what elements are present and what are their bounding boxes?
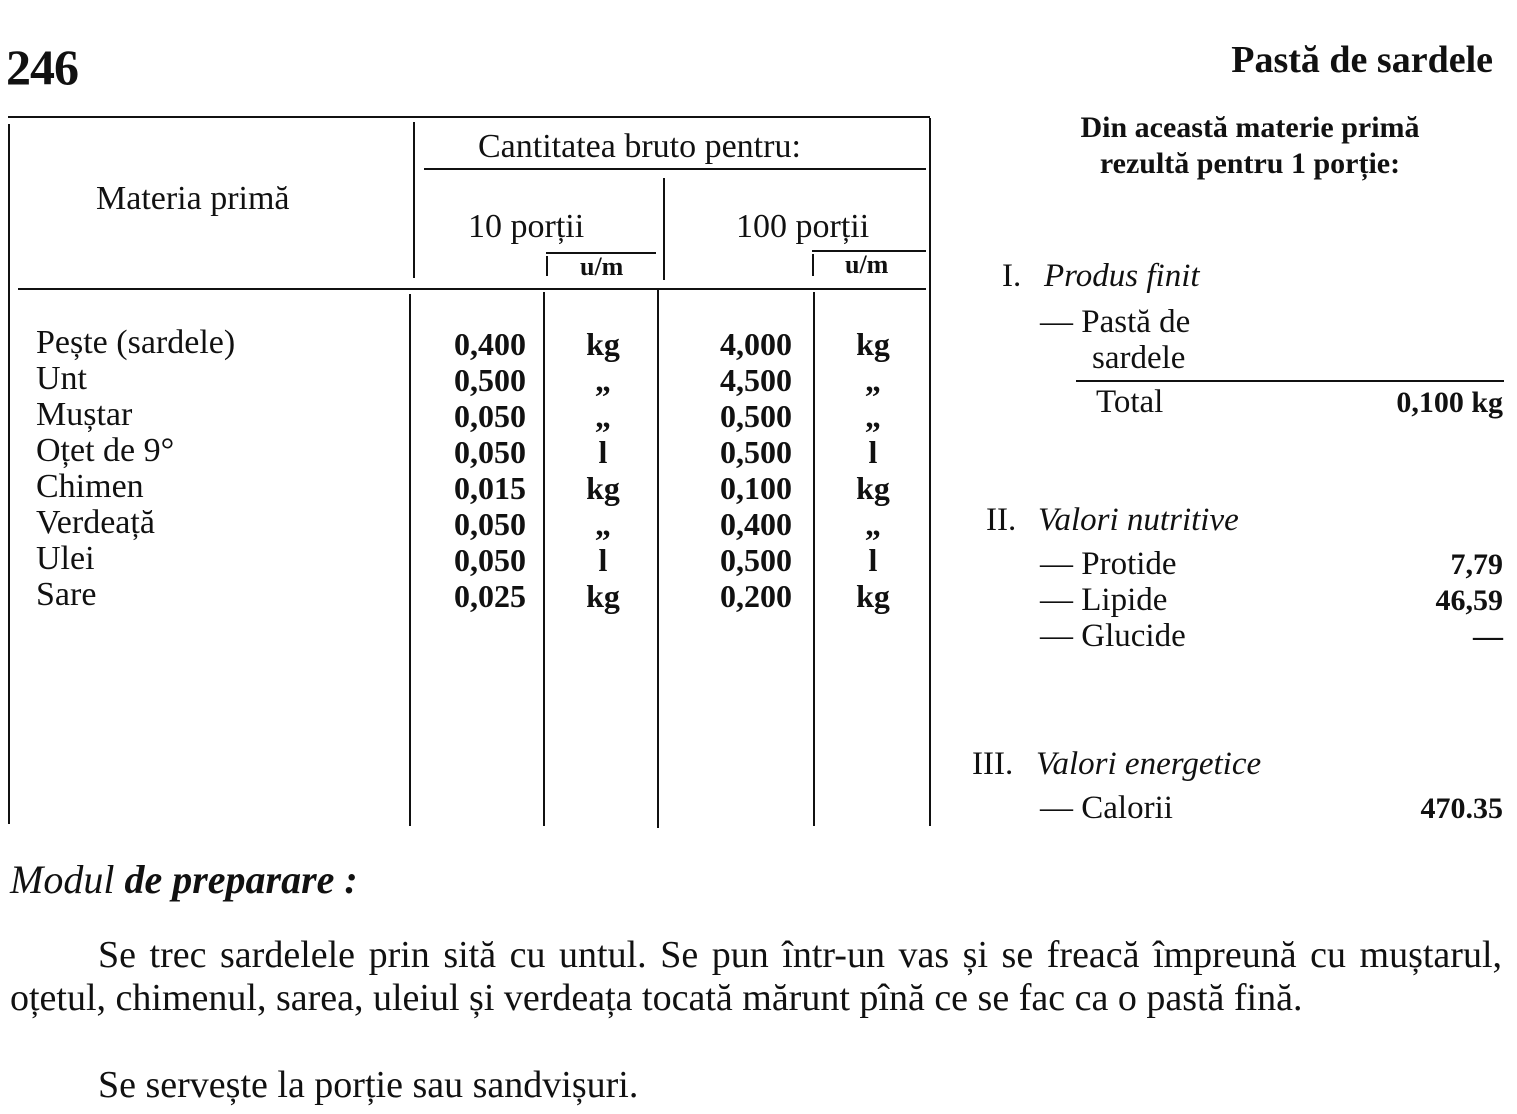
ingredient-name: Sare [36, 576, 97, 613]
col-divider-unit-100 [813, 292, 815, 826]
quantity-100: 4,500 [720, 362, 792, 398]
preparation-paragraph-1: Se trec sardelele prin sită cu untul. Se pun într-un vas și se freacă împreună cu muștarul, oțetul, chimenul, sarea, uleiul și verdeața tocată mărunt pînă ce se fac ca o pastă fină. [10, 934, 1502, 1019]
nutrient-value: — [1473, 620, 1503, 653]
preparation-paragraph-2: Se servește la porție sau sandvișuri. [98, 1064, 639, 1106]
quantity-10: 0,025 [454, 578, 526, 614]
ingredient-name: Unt [36, 360, 87, 397]
ingredient-name: Verdeață [36, 504, 155, 541]
unit-100: l [868, 542, 878, 578]
unit-100: „ [865, 362, 881, 398]
unit-tick-10 [546, 256, 548, 276]
nutrient-label: — Glucide [1040, 618, 1186, 654]
quantity-10: 0,400 [454, 326, 526, 362]
quantity-100: 0,100 [720, 470, 792, 506]
total-rule [1076, 380, 1504, 382]
section3-number: III. [972, 746, 1014, 782]
page-number: 246 [6, 39, 78, 95]
summary-heading-line2: rezultă pentru 1 porție: [1099, 147, 1401, 180]
unit-10: kg [586, 578, 620, 614]
section2-title: Valori nutritive [1038, 502, 1239, 538]
unit-10: kg [586, 326, 620, 362]
section3-title: Valori energetice [1036, 746, 1262, 782]
quantity-10: 0,500 [454, 362, 526, 398]
total-label: Total [1096, 384, 1164, 420]
preparation-title-part1: Modul [10, 857, 115, 902]
unit-100: „ [865, 398, 881, 434]
unit-10: „ [595, 398, 611, 434]
section1-title: Produs finit [1044, 258, 1200, 294]
col-divider-portions-header [663, 178, 665, 280]
ingredient-name: Ulei [36, 540, 95, 577]
unit-100: kg [856, 578, 890, 614]
unit-10: „ [595, 362, 611, 398]
quantity-10: 0,050 [454, 542, 526, 578]
col-unit-100-header: u/m [845, 250, 889, 279]
quantity-10: 0,050 [454, 506, 526, 542]
col-group-header: Cantitatea bruto pentru: [478, 128, 801, 165]
quantity-100: 0,500 [720, 542, 792, 578]
unit-10: kg [586, 470, 620, 506]
col-10-header: 10 porții [468, 208, 585, 245]
quantity-100: 4,000 [720, 326, 792, 362]
product-line1: — Pastă de [1040, 304, 1191, 340]
unit-100: l [868, 434, 878, 470]
quantity-10: 0,015 [454, 470, 526, 506]
ingredient-name: Pește (sardele) [36, 324, 236, 361]
unit-100: „ [865, 506, 881, 542]
table-top-rule [8, 116, 930, 118]
nutrient-label: — Protide [1040, 546, 1177, 582]
recipe-title: Pastă de sardele [1231, 39, 1493, 81]
calories-label: — Calorii [1040, 790, 1173, 826]
calories-value: 470.35 [1420, 792, 1503, 825]
header-bottom-rule [18, 288, 926, 290]
col-divider-ingredient [409, 294, 411, 826]
group-header-rule [424, 168, 926, 170]
quantity-100: 0,200 [720, 578, 792, 614]
unit-10: l [598, 434, 608, 470]
nutrient-label: — Lipide [1040, 582, 1168, 618]
section2-number: II. [986, 502, 1017, 538]
ingredient-name: Oțet de 9° [36, 432, 175, 469]
preparation-title [10, 856, 358, 903]
product-line2: sardele [1092, 340, 1186, 376]
unit-tick-100 [812, 254, 814, 276]
quantity-100: 0,500 [720, 398, 792, 434]
table-right-rule [929, 118, 931, 826]
nutrient-value: 7,79 [1450, 548, 1503, 581]
unit-100: kg [856, 470, 890, 506]
unit-100: kg [856, 326, 890, 362]
quantity-10: 0,050 [454, 434, 526, 470]
total-value: 0,100 kg [1396, 386, 1503, 419]
col-divider-unit-10 [543, 292, 545, 826]
unit-10: l [598, 542, 608, 578]
ingredient-name: Chimen [36, 468, 144, 505]
col-divider-header [413, 122, 415, 278]
col-unit-10-header: u/m [580, 252, 624, 281]
quantity-100: 0,400 [720, 506, 792, 542]
table-left-rule [8, 124, 10, 824]
preparation-title-part2: de preparare : [124, 857, 358, 902]
col-ingredient-header: Materia primă [96, 180, 290, 217]
ingredient-name: Muștar [36, 396, 133, 433]
col-100-header: 100 porții [736, 208, 870, 245]
nutrient-value: 46,59 [1435, 584, 1503, 617]
section1-number: I. [1002, 258, 1022, 294]
quantity-100: 0,500 [720, 434, 792, 470]
summary-heading-line1: Din această materie primă [1080, 111, 1420, 144]
unit-10: „ [595, 506, 611, 542]
summary-heading [998, 110, 1502, 182]
quantity-10: 0,050 [454, 398, 526, 434]
